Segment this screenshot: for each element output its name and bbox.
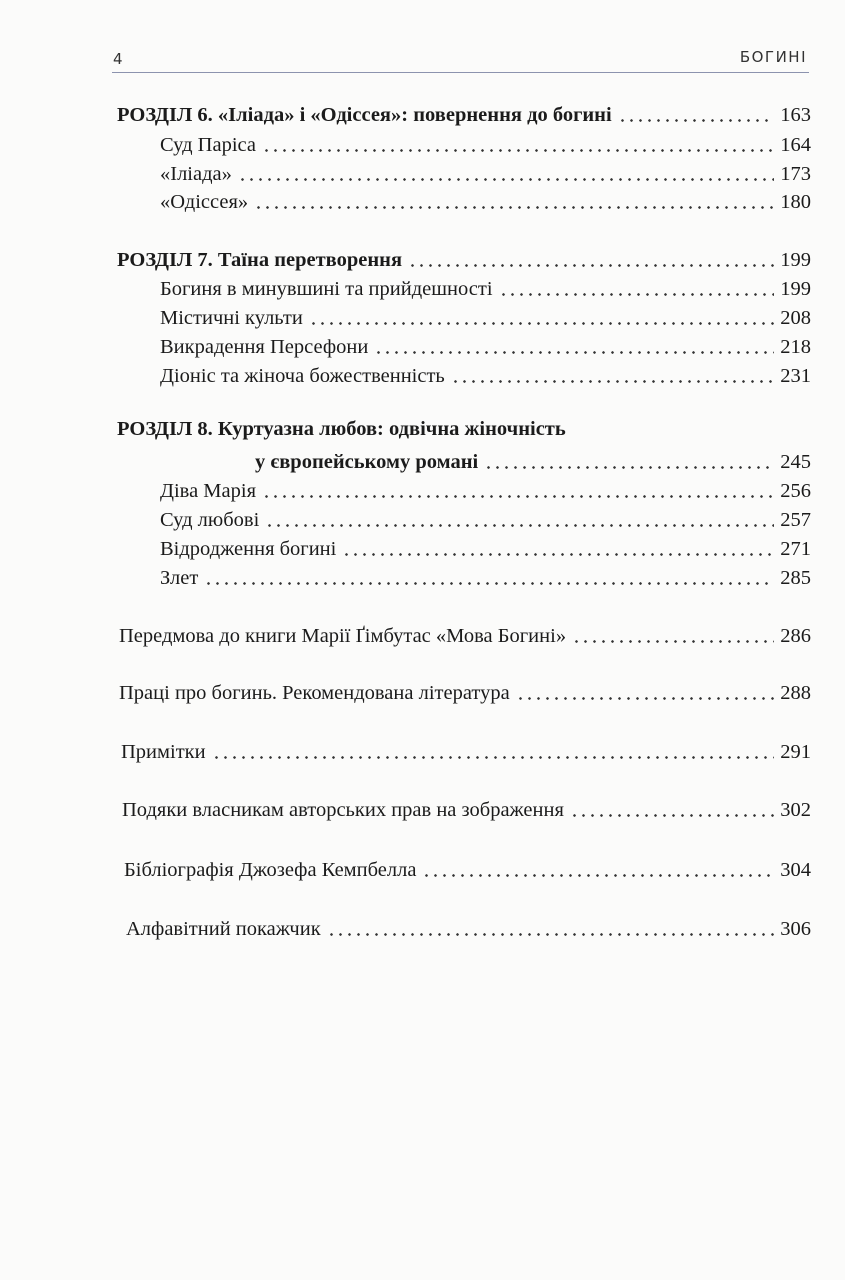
- dot-leader: [618, 119, 775, 122]
- dot-leader: [422, 874, 774, 877]
- toc-entry-label: Передмова до книги Марії Ґімбутас «Мова Богині»: [119, 625, 567, 647]
- dot-leader: [408, 264, 774, 267]
- toc-page: 291: [780, 741, 811, 763]
- toc-page: 199: [780, 278, 811, 300]
- toc-back-matter-entry[interactable]: [119, 676, 811, 706]
- toc-back-matter-entry[interactable]: [124, 853, 811, 883]
- toc-page: 173: [780, 163, 811, 185]
- toc-entry-label: Бібліографія Джозефа Кемпбелла: [124, 859, 417, 881]
- toc-entry-label: Подяки власникам авторських прав на зображення: [122, 799, 564, 821]
- toc-page: 271: [780, 538, 811, 560]
- toc-page: 285: [780, 567, 811, 589]
- toc-entry[interactable]: [160, 128, 811, 158]
- toc-entry[interactable]: [160, 561, 811, 591]
- toc-page: 163: [780, 104, 811, 126]
- toc-entry-label: Діва Марія: [160, 480, 257, 502]
- toc-back-matter-entry[interactable]: [122, 793, 811, 823]
- toc-chapter-title: РОЗДІЛ 7. Таїна перетворення: [117, 249, 403, 271]
- dot-leader: [570, 814, 774, 817]
- toc-entry-label: Містичні культи: [160, 307, 303, 329]
- dot-leader: [254, 206, 774, 209]
- dot-leader: [262, 149, 774, 152]
- toc-entry-label: Злет: [160, 567, 199, 589]
- toc-chapter-title: РОЗДІЛ 6. «Іліада» і «Одіссея»: повернення до богині: [117, 104, 612, 126]
- dot-leader: [327, 933, 775, 936]
- dot-leader: [212, 756, 775, 759]
- toc-entry-label: Алфавітний покажчик: [126, 918, 321, 940]
- dot-leader: [204, 582, 774, 585]
- toc-chapter-8[interactable]: [255, 445, 811, 475]
- dot-leader: [309, 322, 774, 325]
- toc-entry-label: «Іліада»: [160, 163, 232, 185]
- toc-page: 231: [780, 365, 811, 387]
- toc-page: 288: [780, 682, 811, 704]
- header-rule: [112, 72, 809, 73]
- toc-back-matter-entry[interactable]: [121, 735, 811, 765]
- toc-chapter-8-title[interactable]: РОЗДІЛ 8. Куртуазна любов: одвічна жіночність: [117, 418, 566, 440]
- toc-page: 180: [780, 191, 811, 213]
- running-title: БОГИНІ: [739, 48, 807, 66]
- toc-page: 218: [780, 336, 811, 358]
- toc-entry[interactable]: [160, 157, 811, 187]
- toc-entry[interactable]: [160, 330, 811, 360]
- dot-leader: [451, 380, 774, 383]
- dot-leader: [484, 466, 774, 469]
- toc-page: 208: [780, 307, 811, 329]
- toc-entry-label: Суд любові: [160, 509, 260, 531]
- dot-leader: [572, 640, 774, 643]
- toc-entry[interactable]: [160, 301, 811, 331]
- toc-chapter-title-cont: у європейському романі: [255, 451, 479, 473]
- toc-chapter-6[interactable]: [117, 98, 811, 128]
- toc-page: 256: [780, 480, 811, 502]
- toc-entry[interactable]: [160, 272, 811, 302]
- toc-entry[interactable]: [160, 359, 811, 389]
- toc-entry-label: Примітки: [121, 741, 206, 763]
- toc-entry-label: Праці про богинь. Рекомендована література: [119, 682, 510, 704]
- dot-leader: [374, 351, 774, 354]
- toc-entry-label: Відродження богині: [160, 538, 337, 560]
- toc-back-matter-entry[interactable]: [126, 912, 811, 942]
- dot-leader: [265, 524, 774, 527]
- toc-entry[interactable]: [160, 503, 811, 533]
- toc-entry[interactable]: [160, 185, 811, 215]
- page-number: 4: [113, 50, 123, 68]
- dot-leader: [342, 553, 774, 556]
- toc-page: 286: [780, 625, 811, 647]
- toc-page: 257: [780, 509, 811, 531]
- toc-entry-label: Богиня в минувшині та прийдешності: [160, 278, 493, 300]
- toc-entry-label: «Одіссея»: [160, 191, 249, 213]
- toc-entry[interactable]: [160, 474, 811, 504]
- dot-leader: [262, 495, 774, 498]
- toc-page: 199: [780, 249, 811, 271]
- toc-entry-label: Діоніс та жіноча божественність: [160, 365, 445, 387]
- toc-page: 306: [780, 918, 811, 940]
- toc-entry-label: Суд Паріса: [160, 134, 256, 156]
- toc-entry[interactable]: [160, 532, 811, 562]
- toc-page: 304: [780, 859, 811, 881]
- toc-page: 164: [780, 134, 811, 156]
- toc-chapter-7[interactable]: [117, 243, 811, 273]
- toc-page: 302: [780, 799, 811, 821]
- dot-leader: [499, 293, 775, 296]
- toc-back-matter-entry[interactable]: [119, 619, 811, 649]
- dot-leader: [516, 697, 775, 700]
- dot-leader: [238, 178, 774, 181]
- toc-page: 245: [780, 451, 811, 473]
- toc-entry-label: Викрадення Персефони: [160, 336, 369, 358]
